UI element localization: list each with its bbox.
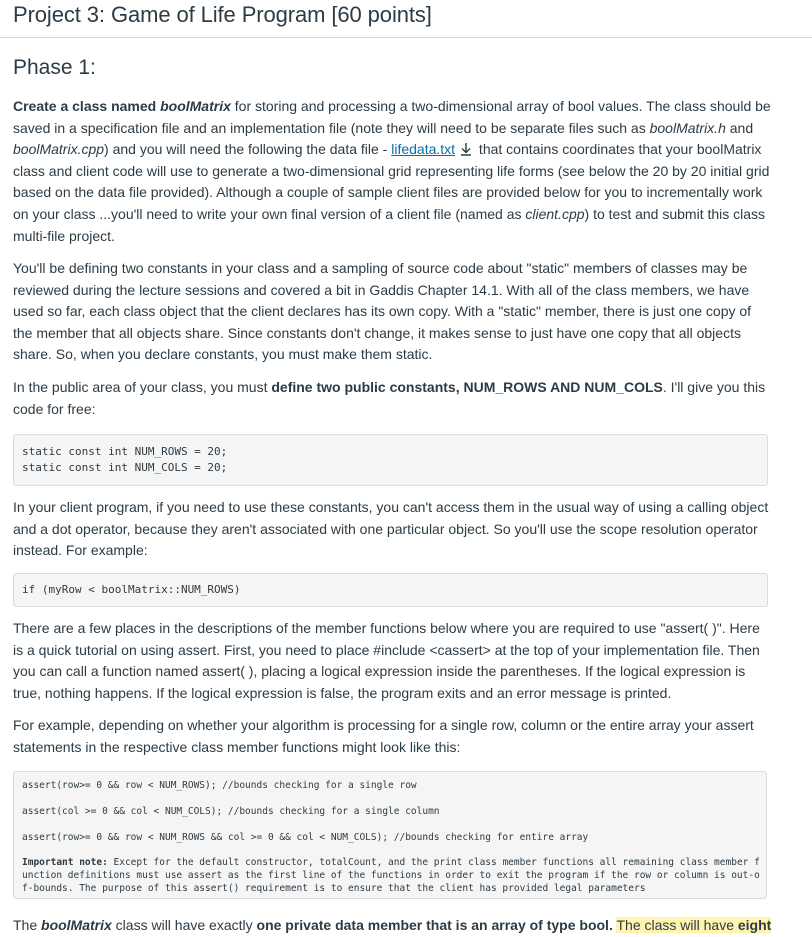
intro-file-cpp: boolMatrix.cpp xyxy=(13,141,105,158)
important-note xyxy=(22,856,760,895)
page-title: Project 3: Game of Life Program [60 points] xyxy=(13,2,432,27)
intro-text-5: ) to test and submit this class multi-file project. xyxy=(13,205,766,244)
intro-bold xyxy=(13,98,231,114)
paragraph-static: You'll be defining two constants in your class and a sampling of source code about "static" members of classes may be reviewed during the lecture sessions and covered a bit in Gaddis Chapter 14.1. With all of the class members, we have used so far, each class object that the client declares has its own copy. With a "static" member, there is just one copy of the member that all objects share. Since constants don't change, it makes sense to just have one copy that all objects share. So, when you declare constants, you must make them static. xyxy=(13,260,752,363)
member-text-1: The xyxy=(13,917,42,933)
paragraph-scope: In your client program, if you need to use these constants, you can't access them in the usual way of using a calling object and a dot operator, because they aren't associated with one particular object. So you'll use the scope resolution operator instead. For example: xyxy=(13,499,769,559)
important-note-text: Except for the default constructor, totalCount, and the print class member functions all remaining class member function definitions must use assert as the first line of the functions in order to exit the program if the row or column is out-of-bounds. The purpose of this assert() requirement is to ensure that the client has provided legal parameters xyxy=(22,857,760,894)
paragraph-constants xyxy=(13,377,773,420)
member-text-2: class will have exactly xyxy=(111,917,257,933)
intro-text-3: ) and you will need the following the data file - xyxy=(104,141,392,158)
intro-file-h: boolMatrix.h xyxy=(649,119,726,136)
constants-text-2: . I'll give you this code for free: xyxy=(13,379,766,417)
highlighted-plain: The class will have xyxy=(616,917,738,933)
highlighted-bold: eight xyxy=(737,917,772,933)
paragraph-private-member xyxy=(13,915,773,937)
paragraph-intro xyxy=(13,96,773,247)
paragraph-assert-example: For example, depending on whether your algorithm is processing for a single row, column or the entire array your assert statements in the respective class member functions might look like this: xyxy=(13,717,754,755)
code-block-scope xyxy=(13,573,768,607)
lifedata-link[interactable]: lifedata.txt xyxy=(391,141,456,158)
constants-bold: define two public constants, NUM_ROWS AND NUM_COLS xyxy=(271,379,663,395)
member-bold: one private data member that is an array of type bool. xyxy=(256,917,613,933)
code-line: if (myRow < boolMatrix::NUM_ROWS) xyxy=(22,583,241,596)
intro-bold-text: Create a class named xyxy=(13,98,161,114)
member-class-name: boolMatrix xyxy=(41,917,112,933)
paragraph-assert: There are a few places in the descriptions of the member functions below where you are required to use "assert( )". Here is a quick tutorial on using assert. First, you need to place #include <cassert> at the top of your implementation file. Then you can call a function named assert( ), placing a logical expression inside the parentheses. If the logical expression is true, nothing happens. If the logical expression is false, the program exits and an error message is printed. xyxy=(13,620,760,701)
intro-text-4: that contains coordinates that your boolMatrix class and client code will use to generate a two-dimensional grid representing life forms (see below the 20 by 20 initial grid based on the data file provided). Although a couple of sample client files are provided below for you to incrementally work on your class ...you'll need to write your own final version of a client file (named as xyxy=(13,141,770,222)
phase-heading: Phase 1: xyxy=(13,56,96,79)
highlighted-text xyxy=(616,917,771,933)
code-line: assert(row>= 0 && row < NUM_ROWS && col >= 0 && col < NUM_COLS); //bounds checking for entire array xyxy=(22,832,589,843)
code-block-constants xyxy=(13,434,768,486)
intro-client-file: client.cpp xyxy=(525,205,585,222)
intro-text-2: and xyxy=(725,119,754,136)
code-block-assert xyxy=(13,771,767,899)
download-icon[interactable] xyxy=(459,142,473,156)
important-note-label: Important note: xyxy=(22,857,108,868)
code-line: static const int NUM_ROWS = 20; xyxy=(22,445,228,458)
code-line: assert(row>= 0 && row < NUM_ROWS); //bounds checking for a single row xyxy=(22,780,417,791)
title-divider xyxy=(0,37,812,38)
constants-text-1: In the public area of your class, you must xyxy=(13,379,272,395)
code-line: assert(col >= 0 && col < NUM_COLS); //bounds checking for a single column xyxy=(22,806,440,817)
intro-class-name: boolMatrix xyxy=(160,98,231,114)
intro-text-1: for storing and processing a two-dimensional array of bool values. The class should be saved in a specification file and an implementation file (note they will need to be separate files such as xyxy=(13,98,771,136)
code-line: static const int NUM_COLS = 20; xyxy=(22,461,228,474)
